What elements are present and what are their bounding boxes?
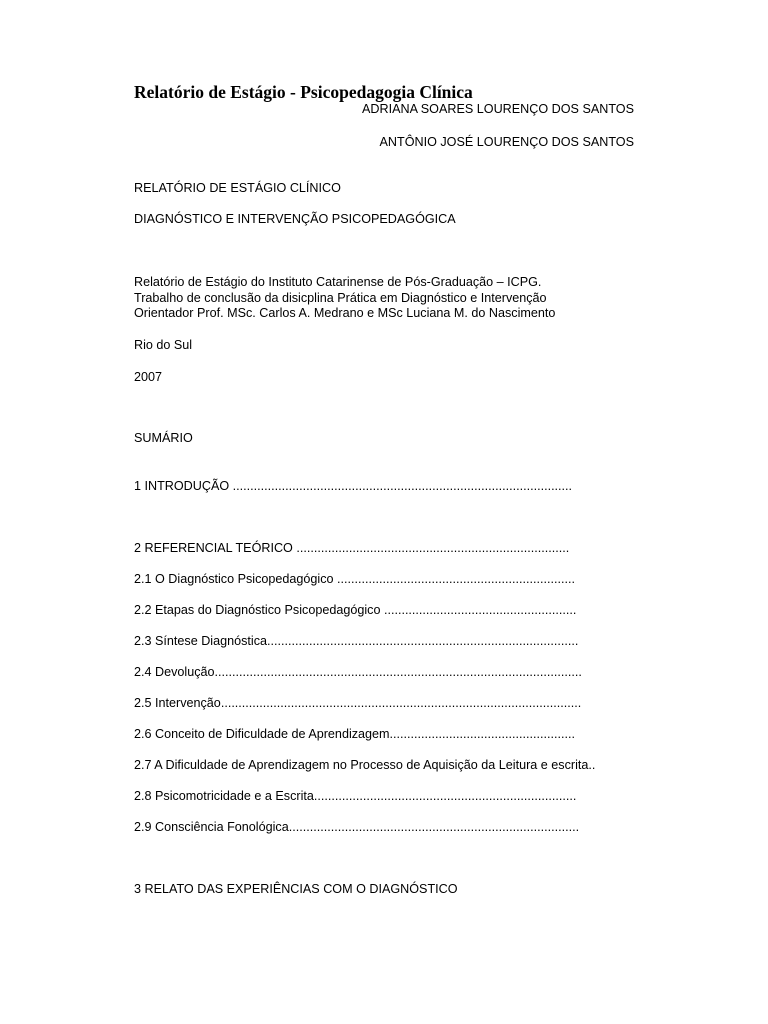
toc-entry: 2.8 Psicomotricidade e a Escrita...........................................................................	[134, 789, 577, 803]
year: 2007	[134, 370, 163, 384]
author-1: ADRIANA SOARES LOURENÇO DOS SANTOS	[362, 102, 634, 116]
toc-entry: 1 INTRODUÇÃO .................................................................................................	[134, 479, 573, 493]
summary-heading: SUMÁRIO	[134, 431, 193, 445]
toc-entry: 2.9 Consciência Fonológica...................................................................................	[134, 820, 580, 834]
document-title: Relatório de Estágio - Psicopedagogia Clínica	[134, 82, 473, 102]
heading-estagio-clinico: RELATÓRIO DE ESTÁGIO CLÍNICO	[134, 181, 341, 195]
heading-diagnostico-intervencao: DIAGNÓSTICO E INTERVENÇÃO PSICOPEDAGÓGICA	[134, 212, 456, 226]
toc-entry: 2.2 Etapas do Diagnóstico Psicopedagógico .......................................................	[134, 603, 577, 617]
toc-entry: 2.7 A Dificuldade de Aprendizagem no Processo de Aquisição da Leitura e escrita..	[134, 758, 596, 772]
description-line-2: Trabalho de conclusão da disicplina Prática em Diagnóstico e Intervenção	[134, 291, 547, 305]
toc-entry: 2 REFERENCIAL TEÓRICO ..............................................................................	[134, 541, 570, 555]
city: Rio do Sul	[134, 338, 193, 352]
toc-entry: 2.6 Conceito de Dificuldade de Aprendizagem.....................................................	[134, 727, 575, 741]
toc-entry: 2.5 Intervenção.......................................................................................................	[134, 696, 582, 710]
description-line-1: Relatório de Estágio do Instituto Catarinense de Pós-Graduação – ICPG.	[134, 275, 542, 289]
toc-entry: 2.4 Devolução.........................................................................................................	[134, 665, 582, 679]
description-line-3: Orientador Prof. MSc. Carlos A. Medrano e MSc Luciana M. do Nascimento	[134, 306, 556, 320]
toc-entry: 2.3 Síntese Diagnóstica.........................................................................................	[134, 634, 579, 648]
toc-entry: 2.1 O Diagnóstico Psicopedagógico ....................................................................	[134, 572, 575, 586]
toc-entry: 3 RELATO DAS EXPERIÊNCIAS COM O DIAGNÓSTICO	[134, 882, 458, 896]
author-2: ANTÔNIO JOSÉ LOURENÇO DOS SANTOS	[379, 135, 634, 149]
